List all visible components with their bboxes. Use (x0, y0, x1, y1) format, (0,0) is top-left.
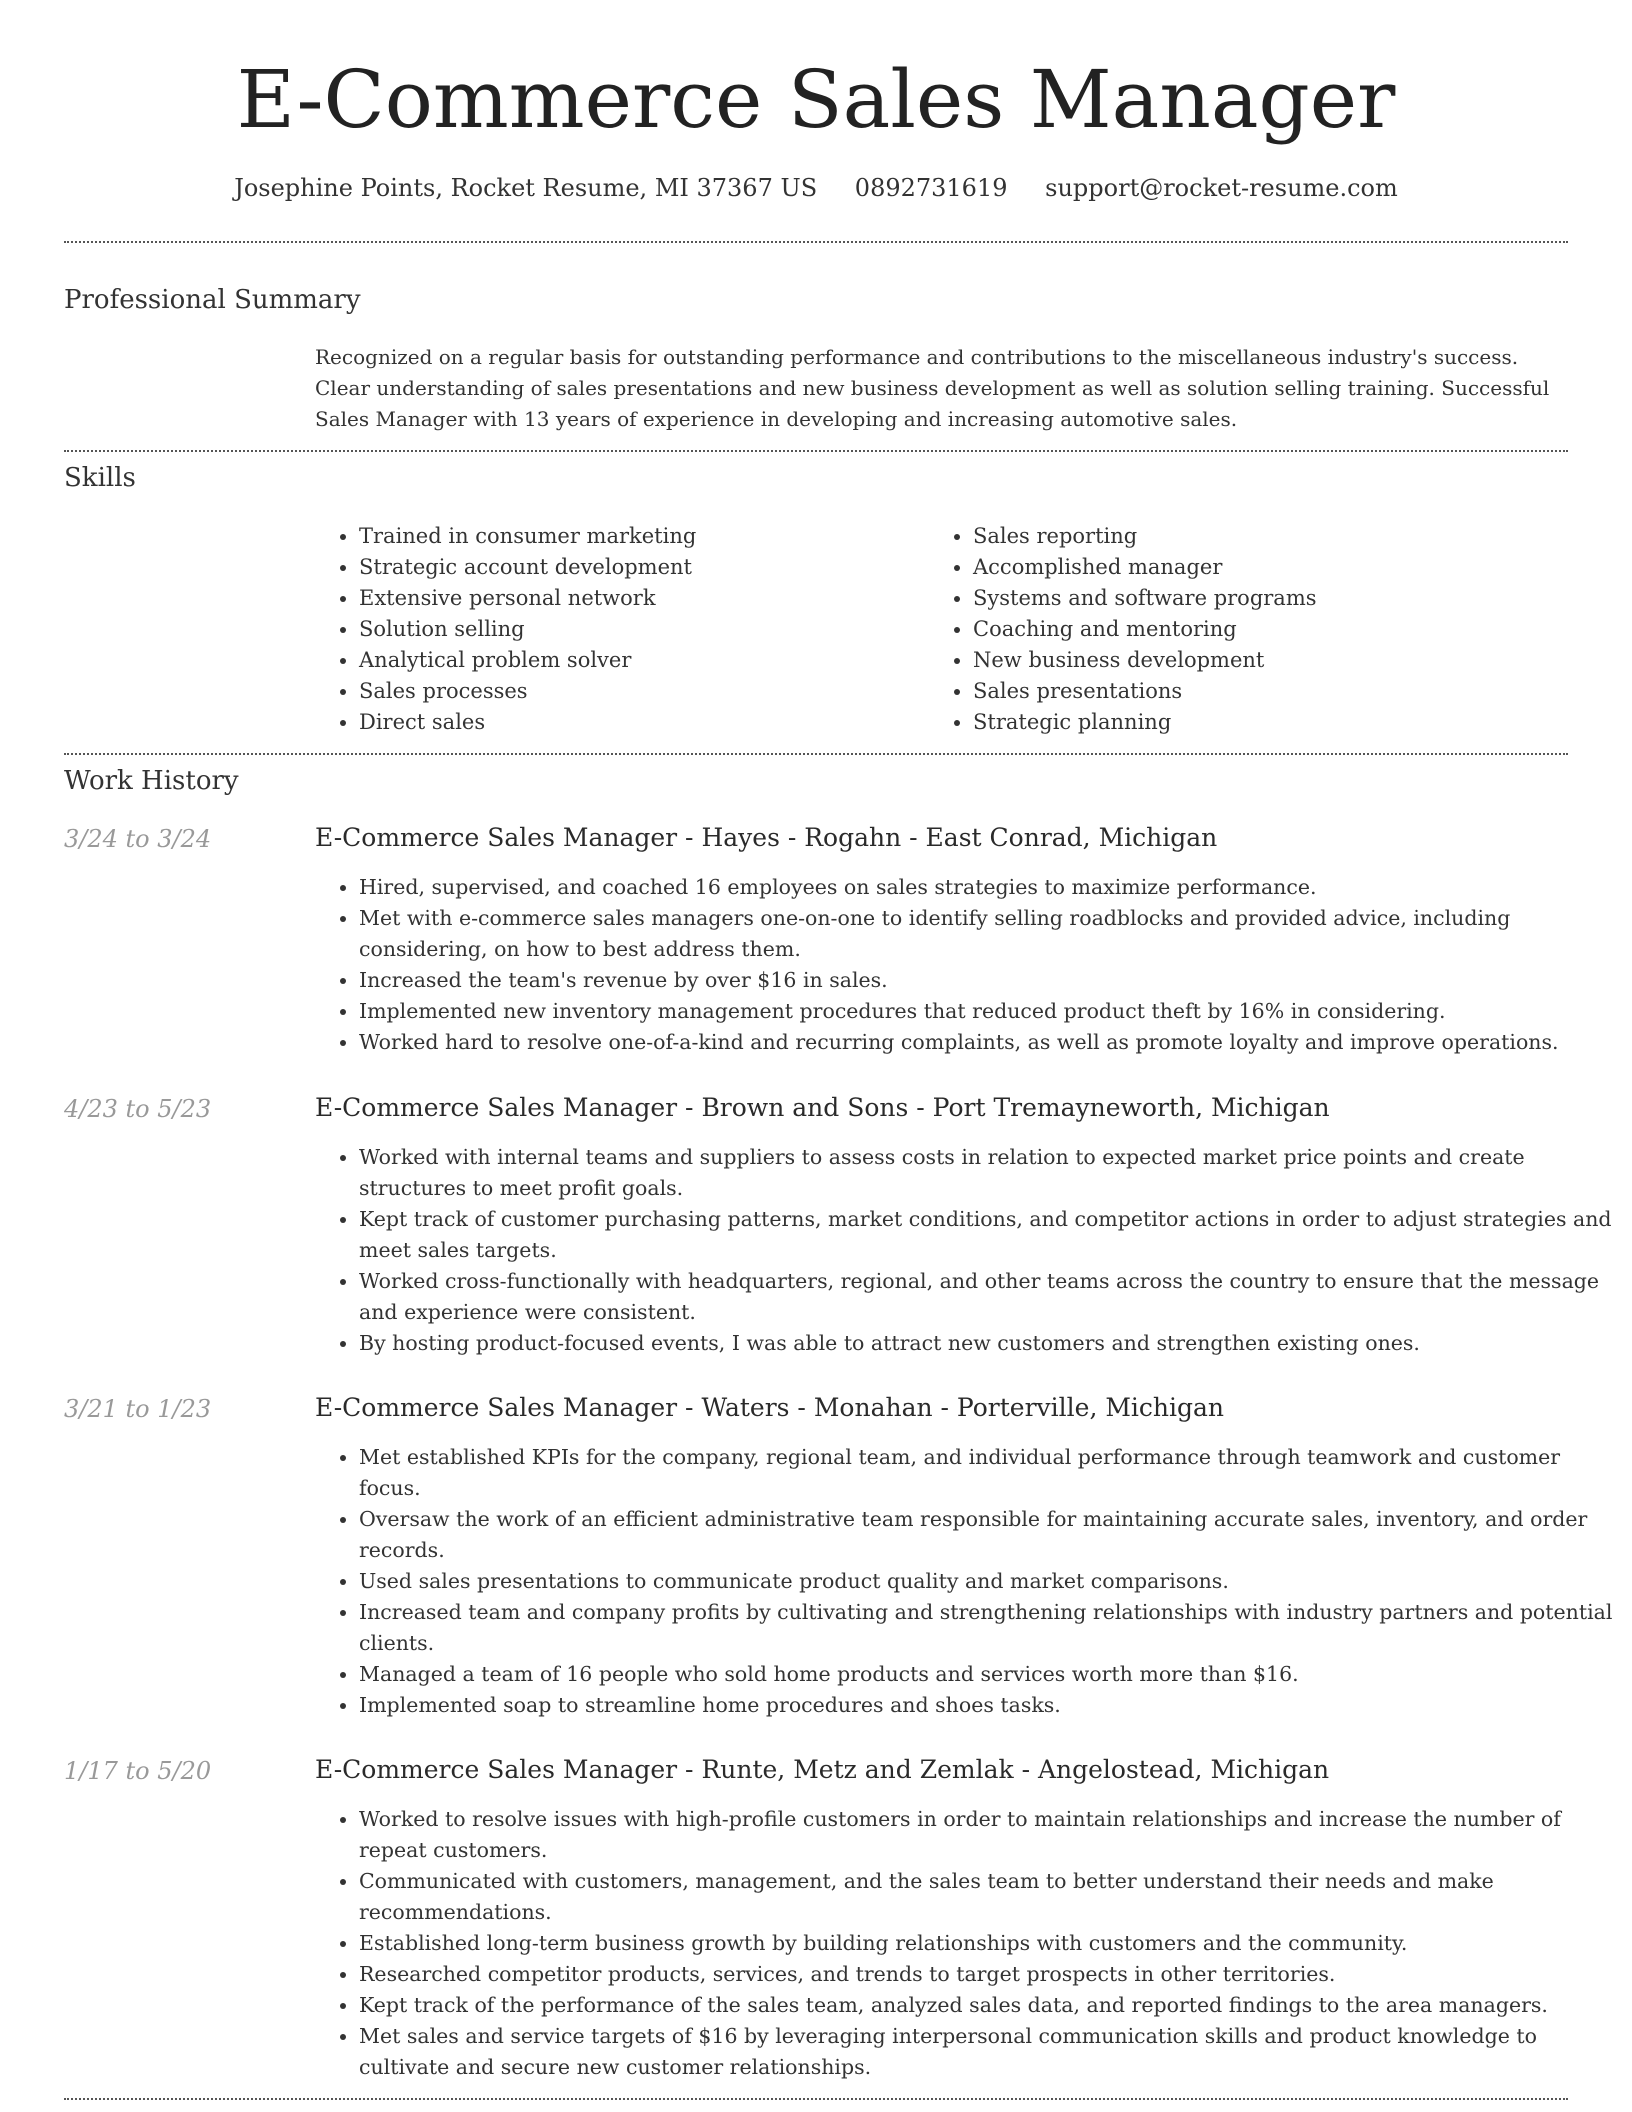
skills-list-right (929, 521, 1317, 738)
job-title: E-Commerce Sales Manager - Hayes - Rogahn - East Conrad, Michigan (315, 823, 1218, 852)
job-bullet: • Researched competitor products, services, and trends to target prospects in other territories. (359, 1959, 1614, 1990)
job-bullet: • Hired, supervised, and coached 16 employees on sales strategies to maximize performance. (359, 872, 1614, 903)
resume-title: E-Commerce Sales Manager (236, 53, 1396, 146)
job-bullet: • Oversaw the work of an efficient administrative team responsible for maintaining accurate sales, inventory, and order records. (359, 1504, 1614, 1566)
skill-item: • Extensive personal network (359, 583, 696, 614)
job-bullet: • Implemented soap to streamline home procedures and shoes tasks. (359, 1690, 1614, 1721)
skills-list-left (315, 521, 696, 738)
divider (64, 753, 1568, 755)
contact-phone: 0892731619 (854, 174, 1008, 202)
contact-email: support@rocket-resume.com (1045, 174, 1398, 202)
job-dates: 3/24 to 3/24 (64, 825, 212, 853)
contact-line (0, 172, 1632, 204)
skill-item: • Strategic planning (973, 707, 1317, 738)
job-bullet: • Implemented new inventory management procedures that reduced product theft by 16% in considering. (359, 996, 1614, 1027)
skill-item: • Trained in consumer marketing (359, 521, 696, 552)
skill-item: • Accomplished manager (973, 552, 1317, 583)
job-bullets (315, 1442, 1614, 1721)
job-bullet: • Met sales and service targets of $16 by leveraging interpersonal communication skills and product knowledge to cultivate and secure new customer relationships. (359, 2021, 1614, 2083)
divider (64, 2098, 1568, 2100)
job-title: E-Commerce Sales Manager - Waters - Monahan - Porterville, Michigan (315, 1393, 1225, 1422)
job-dates: 1/17 to 5/20 (64, 1757, 212, 1785)
job-bullets (315, 872, 1614, 1058)
job-bullets (315, 1142, 1614, 1359)
skill-item: • Sales processes (359, 676, 696, 707)
job-bullet: • Kept track of customer purchasing patterns, market conditions, and competitor actions in order to adjust strategies and meet sales targets. (359, 1204, 1614, 1266)
contact-address: Josephine Points, Rocket Resume, MI 37367 US (234, 174, 818, 202)
divider (64, 241, 1568, 243)
job-bullet: • Communicated with customers, management, and the sales team to better understand their needs and make recommendations. (359, 1866, 1614, 1928)
skill-item: • Analytical problem solver (359, 645, 696, 676)
skill-item: • Direct sales (359, 707, 696, 738)
skills-heading: Skills (64, 463, 136, 493)
skill-item: • Coaching and mentoring (973, 614, 1317, 645)
skill-item: • Sales reporting (973, 521, 1317, 552)
job-bullet: • Worked with internal teams and suppliers to assess costs in relation to expected market price points and create structures to meet profit goals. (359, 1142, 1614, 1204)
divider (64, 450, 1568, 452)
skill-item: • Strategic account development (359, 552, 696, 583)
job-title: E-Commerce Sales Manager - Brown and Sons - Port Tremayneworth, Michigan (315, 1093, 1330, 1122)
job-bullet: • Increased the team's revenue by over $16 in sales. (359, 965, 1614, 996)
job-bullet: • Established long-term business growth by building relationships with customers and the community. (359, 1928, 1614, 1959)
work-heading: Work History (64, 766, 239, 796)
job-dates: 3/21 to 1/23 (64, 1395, 212, 1423)
job-bullet: • Worked cross-functionally with headquarters, regional, and other teams across the country to ensure that the message and experience were consistent. (359, 1266, 1614, 1328)
job-bullet: • Managed a team of 16 people who sold home products and services worth more than $16. (359, 1659, 1614, 1690)
skill-item: • Sales presentations (973, 676, 1317, 707)
job-bullet: • Met established KPIs for the company, regional team, and individual performance through teamwork and customer focus. (359, 1442, 1614, 1504)
job-bullet: • Kept track of the performance of the sales team, analyzed sales data, and reported findings to the area managers. (359, 1990, 1614, 2021)
summary-text: Recognized on a regular basis for outstanding performance and contributions to the miscellaneous industry's success. Clear understanding of sales presentations and new business development as well as solution selling training. Successful Sales Manager with 13 years of experience in developing and increasing automotive sales. (315, 345, 1550, 431)
job-title: E-Commerce Sales Manager - Runte, Metz and Zemlak - Angelostead, Michigan (315, 1755, 1330, 1784)
job-bullet: • By hosting product-focused events, I was able to attract new customers and strengthen existing ones. (359, 1328, 1614, 1359)
skill-item: • Systems and software programs (973, 583, 1317, 614)
job-bullet: • Worked to resolve issues with high-profile customers in order to maintain relationships and increase the number of repeat customers. (359, 1804, 1614, 1866)
job-dates: 4/23 to 5/23 (64, 1095, 212, 1123)
job-bullet: • Worked hard to resolve one-of-a-kind and recurring complaints, as well as promote loyalty and improve operations. (359, 1027, 1614, 1058)
skill-item: • New business development (973, 645, 1317, 676)
job-bullet: • Increased team and company profits by cultivating and strengthening relationships with industry partners and potential clients. (359, 1597, 1614, 1659)
job-bullet: • Used sales presentations to communicate product quality and market comparisons. (359, 1566, 1614, 1597)
summary-heading: Professional Summary (64, 285, 361, 315)
job-bullets (315, 1804, 1614, 2083)
job-bullet: • Met with e-commerce sales managers one-on-one to identify selling roadblocks and provided advice, including considering, on how to best address them. (359, 903, 1614, 965)
skill-item: • Solution selling (359, 614, 696, 645)
